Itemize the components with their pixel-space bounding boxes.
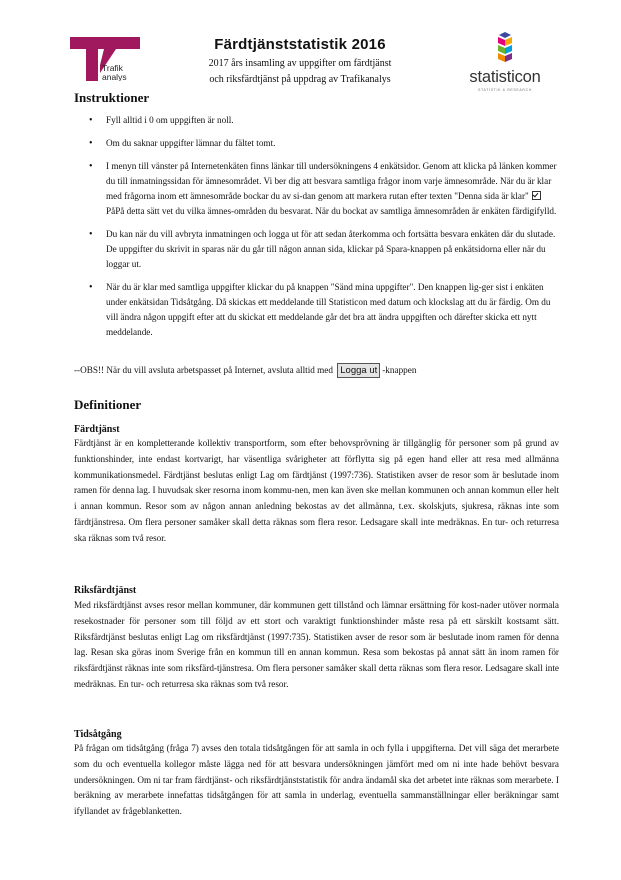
logo-text-2: analys [102,72,127,81]
logo-text-1: Trafik [102,63,123,73]
list-item: • När du är klar med samtliga uppgifter klickar du på knappen "Sänd mina uppgifter". Den knappen lig-ger sist i enkäten under enkätsidan Tidsåtgång. Då skickas ett meddelande till Statisticon med datum och klockslag att du är färdig. Om du vill ändra någon uppgift efter att du skickat ett meddelande går det bra att ändra uppgiften och därefter skicka ett nytt meddelande. [74,280,559,340]
bullet-text-continued: PåPå detta sätt vet du vilka ämnes-områden du besvarat. När du bockat av samtliga ämnesområden är enkäten färdigifylld. [106,206,557,216]
list-item: • Du kan när du vill avbryta inmatningen och logga ut för att sedan återkomma och fortsätta besvara enkäten där du slutade. De uppgifter du skrivit in sparas när du går till någon annan sida, klickar på Spara-knappen på enkätsidorna eller när du loggar ut. [74,227,559,272]
checked-checkbox-icon [532,191,541,200]
section-title-riksfardtjanst: Riksfärdtjänst [74,585,137,596]
statisticon-tagline: STATISTIK & RESEARCH [478,88,532,92]
instructions-list [74,113,559,348]
document-title: Färdtjänststatistik 2016 [214,36,386,53]
subtitle-line-1: 2017 års insamling av uppgifter om färdtjänst [208,58,392,69]
section-text-fardtjanst: Färdtjänst är en kompletterande kollektiv transportform, som efter behovsprövning är tillgänglig för personer som på grund av funktionshinder, inte endast kortvarigt, har väsentliga svårigheter att förflytta sig på egen hand eller att resa med allmänna kommunikationsmedel. Färdtjänst beslutas enligt Lag om färdtjänst (1997:736). Statistiken avser de resor som är beslutade inom ramen för denna lag. I huvudsak sker resorna inom kommu-nen, men kan även ske mellan kommunen och annan kommun eller helt i annan kommun. Resor som av någon annan anledning bekostas av det allmänna, t.ex. skolskjuts, sjukresa, räknas inte som färdtjänstresa. Om flera personer samåker skall detta räknas som flera resor. Ledsagare skall inte medräknas. En tur- och returresa ska räknas som två resor. [74,438,559,543]
trafikanalys-logo [70,37,140,81]
list-item: • Fyll alltid i 0 om uppgiften är noll. [74,113,559,128]
obs-note [74,363,574,378]
section-title-tidsatgang: Tidsåtgång [74,729,122,740]
statisticon-logo [460,32,550,98]
section-text-riksfardtjanst: Med riksfärdtjänst avses resor mellan kommuner, där kommunen gett tillstånd och lämnar ersättning för kost-nader utöver normala resekostnader för personer som till följd av ett stort och varaktigt funktionshinder måste resa på ett särskilt kostsamt sätt. Riksfärdtjänst beslutas enligt Lag om riksfärdtjänst (1997:735). Statistiken avser de resor som är beslutade inom ramen för denna lag. Resan ska göras inom Sverige från en kommun till en annan kommun. Resa som bekostas på annat sätt än inom ramen för riksfärdtjänst räknas inte som riksfärd-tjänstresa. Om flera personer samåker skall detta räknas som flera resor. Ledsagare skall inte medräknas. En tur- och returresa ska räknas som två resor. [74,600,559,689]
bullet-text: I menyn till vänster på Internetenkäten finns länkar till undersökningens 4 enkätsidor. Genom att klicka på länken kommer du till inmatningssidan för ämnesområdet. Vi ber dig att besvara samtliga frågor inom varje ämnesområde. När du är klar med frågorna inom ett ämnesområde bockar du av si-dan genom att markera rutan efter texten "Denna sida är klar" [106,161,557,201]
obs-suffix: -knappen [382,365,417,375]
section-title-fardtjanst: Färdtjänst [74,424,120,435]
document-subtitle [175,56,425,88]
section-text-tidsatgang: På frågan om tidsåtgång (fråga 7) avses den totala tidsåtgången för att samla in och fylla i uppgifterna. Det vill säga det merarbete som du och eventuella kollegor måste lägga ned för att besvara undersökningen jämfört med om ni inte hade behövt besvara undersökningen. Om ni tar fram färdtjänst- och riksfärdtjänststatistik för andra ändamål ska det arbetet inte räknas som merarbete. I beräkning av merarbete innefattas tidsåtgången för att samla in underlag, eventuella sammanställningar eller beräkningar samt ifyllandet av frågeblanketten. [74,743,559,817]
list-item [74,159,559,219]
logout-button[interactable]: Logga ut [337,363,380,378]
statisticon-wordmark: statisticon [469,68,541,86]
definitions-heading: Definitioner [74,397,142,412]
statisticon-mark-icon [460,32,550,68]
obs-text: --OBS!! När du vill avsluta arbetspasset på Internet, avsluta alltid med [74,365,333,375]
subtitle-line-2: och riksfärdtjänst på uppdrag av Trafikanalys [209,74,391,85]
list-item: • Om du saknar uppgifter lämnar du fältet tomt. [74,136,559,151]
instructions-heading: Instruktioner [74,90,150,105]
